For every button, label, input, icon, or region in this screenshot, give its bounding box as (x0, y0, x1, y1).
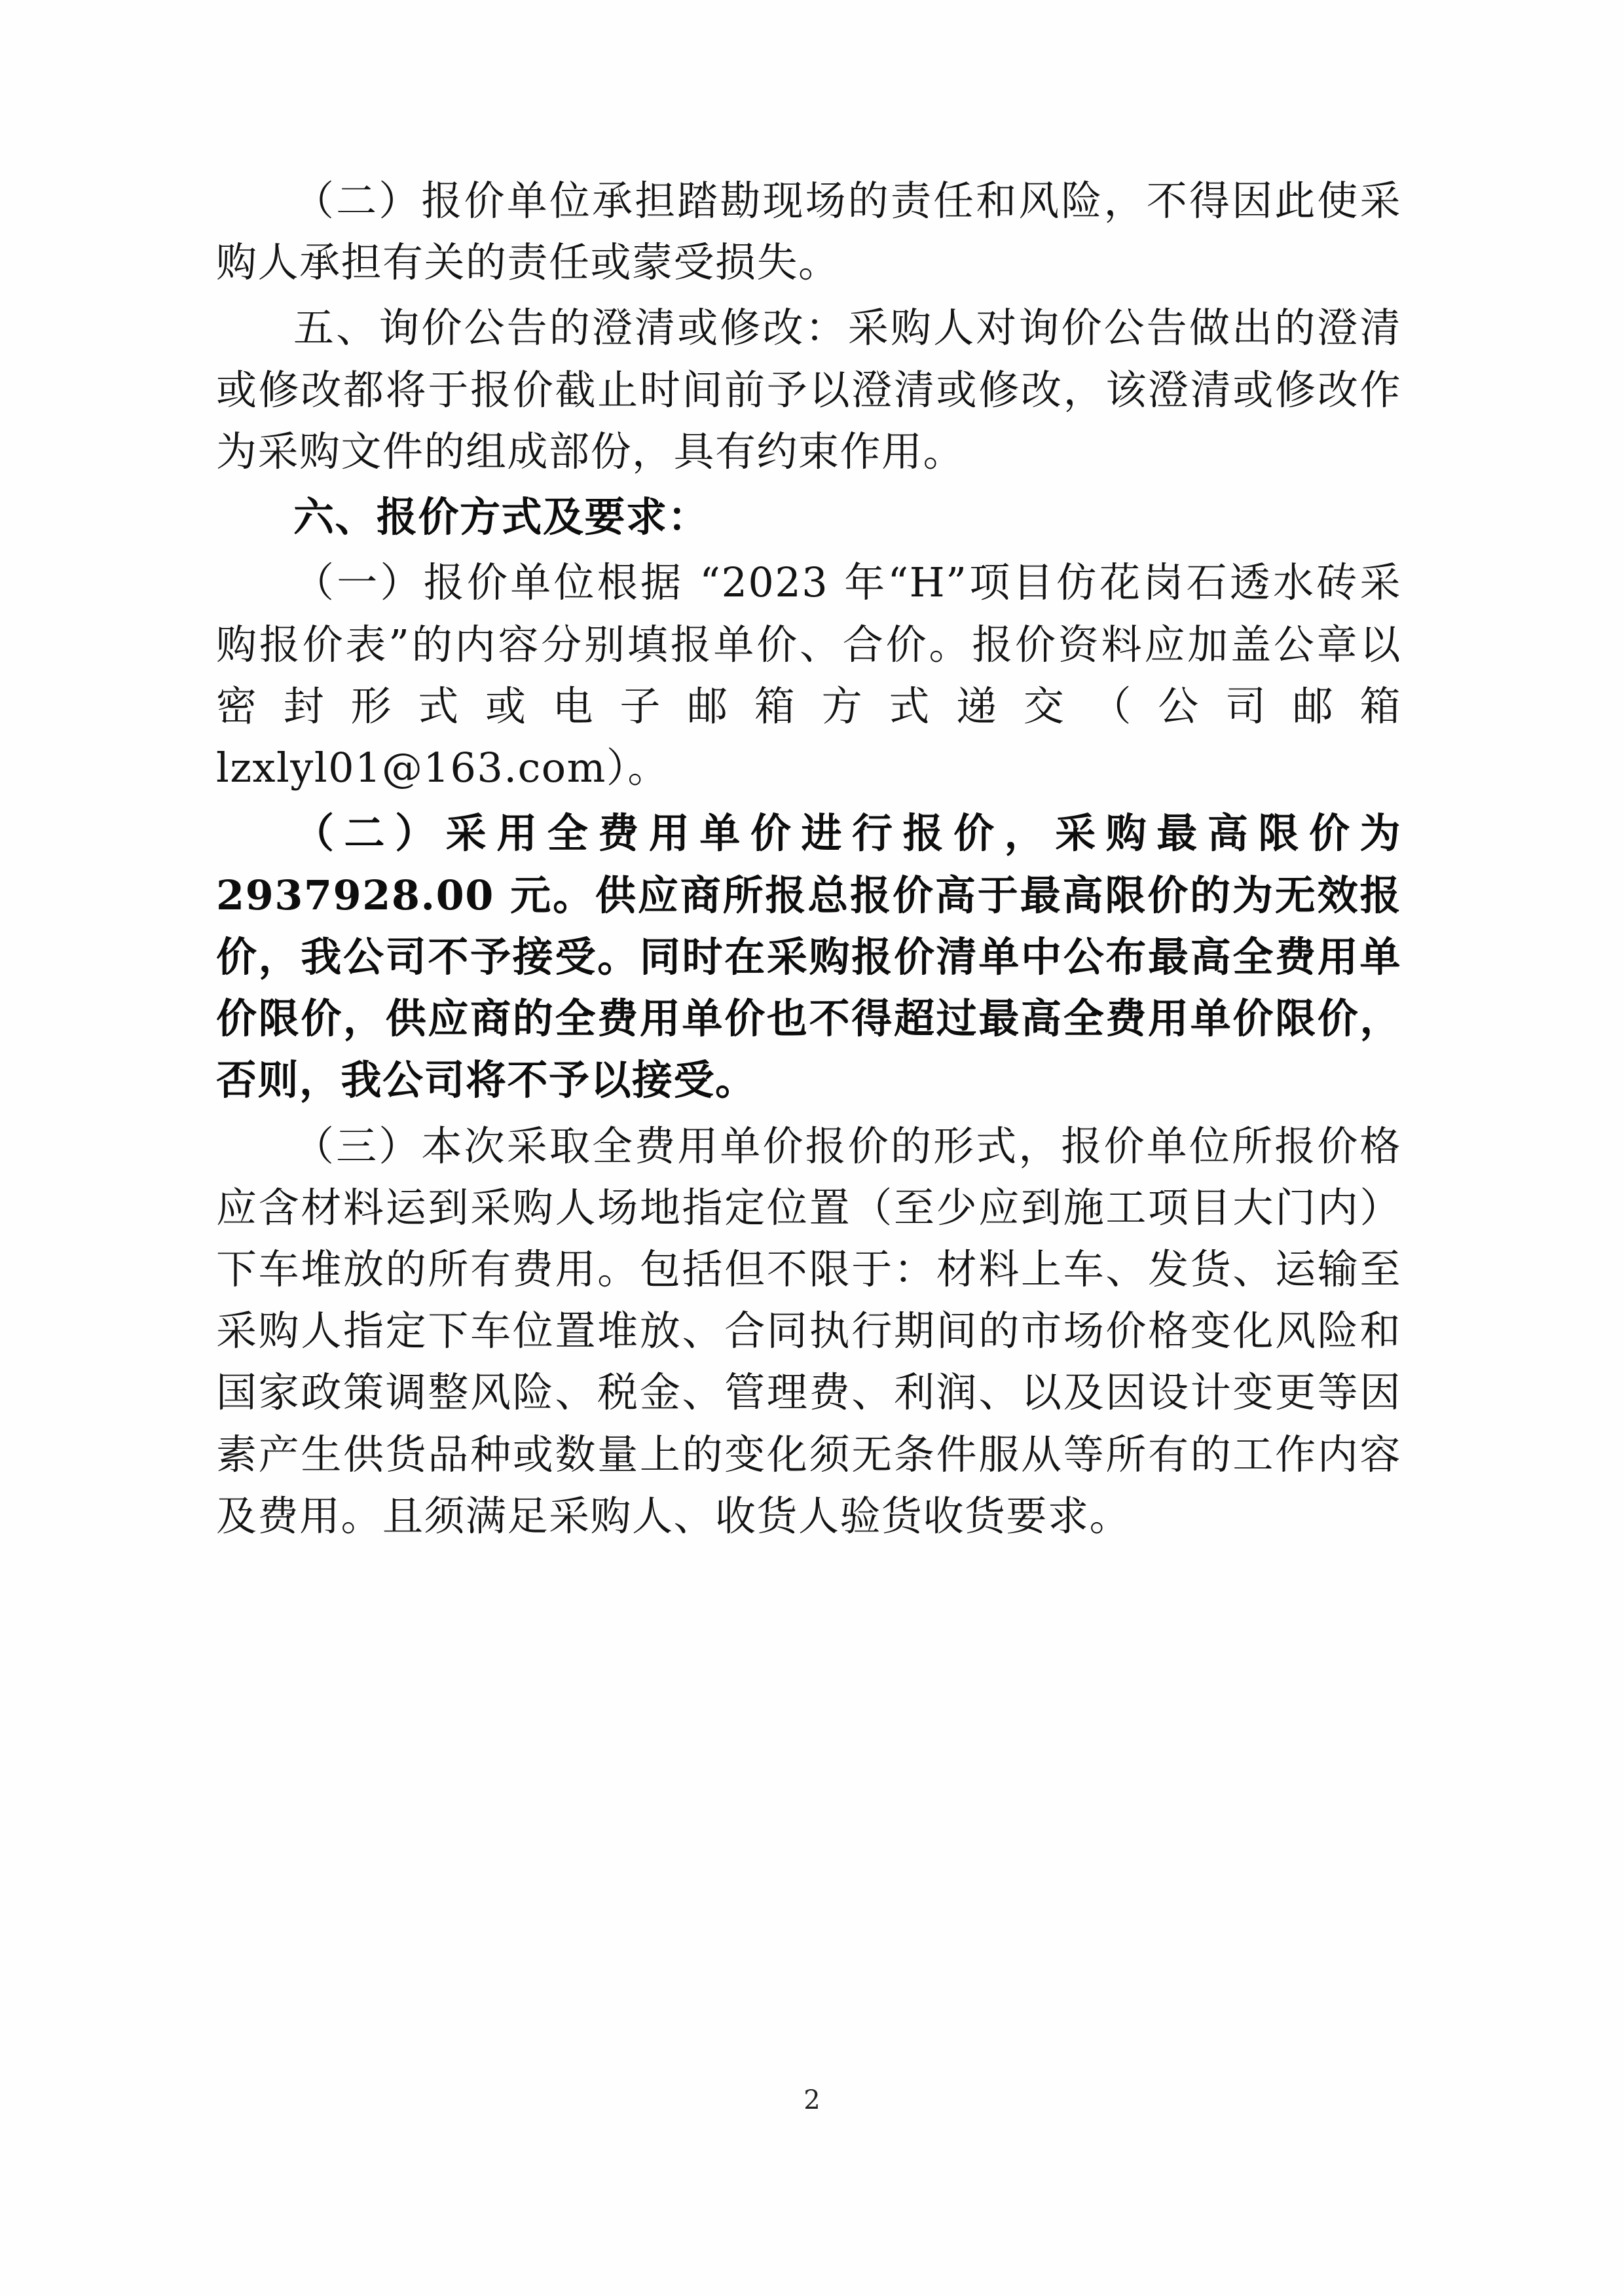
document-body (216, 170, 1401, 1547)
paragraph-section-5-clarification: 五、询价公告的澄清或修改：采购人对询价公告做出的澄清或修改都将于报价截止时间前予以澄清或修改，该澄清或修改作为采购文件的组成部份，具有约束作用。 (216, 304, 1401, 475)
heading-section-6-quotation-method: 六、报价方式及要求： (293, 493, 710, 541)
paragraph-clause-2-site-survey: （二）报价单位承担踏勘现场的责任和风险，不得因此使采购人承担有关的责任或蒙受损失。 (216, 177, 1401, 287)
page-number: 2 (803, 2085, 821, 2115)
paragraph-clause-1-quotation-form: （一）报价单位根据 “2023 年“H”项目仿花岗石透水砖采购报价表”的内容分别填报单价、合价。报价资料应加盖公章以密封形式或电子邮箱方式递交（公司邮箱 lzxlyl01@163.com）。 (216, 558, 1401, 792)
paragraph-clause-3-all-in-unit-price: （三）本次采取全费用单价报价的形式，报价单位所报价格应含材料运到采购人场地指定位置（至少应到施工项目大门内）下车堆放的所有费用。包括但不限于：材料上车、发货、运输至采购人指定下车位置堆放、合同执行期间的市场价格变化风险和国家政策调整风险、税金、管理费、利润、以及因设计变更等因素产生供货品种或数量上的变化须无条件服从等所有的工作内容及费用。且须满足采购人、收货人验货收货要求。 (216, 1121, 1401, 1540)
paragraph-clause-2-price-ceiling: （二）采用全费用单价进行报价，采购最高限价为 2937928.00 元。供应商所报总报价高于最高限价的为无效报价，我公司不予接受。同时在采购报价清单中公布最高全费用单价限价，供应商的全费用单价也不得超过最高全费用单价限价，否则，我公司将不予以接受。 (216, 809, 1401, 1104)
